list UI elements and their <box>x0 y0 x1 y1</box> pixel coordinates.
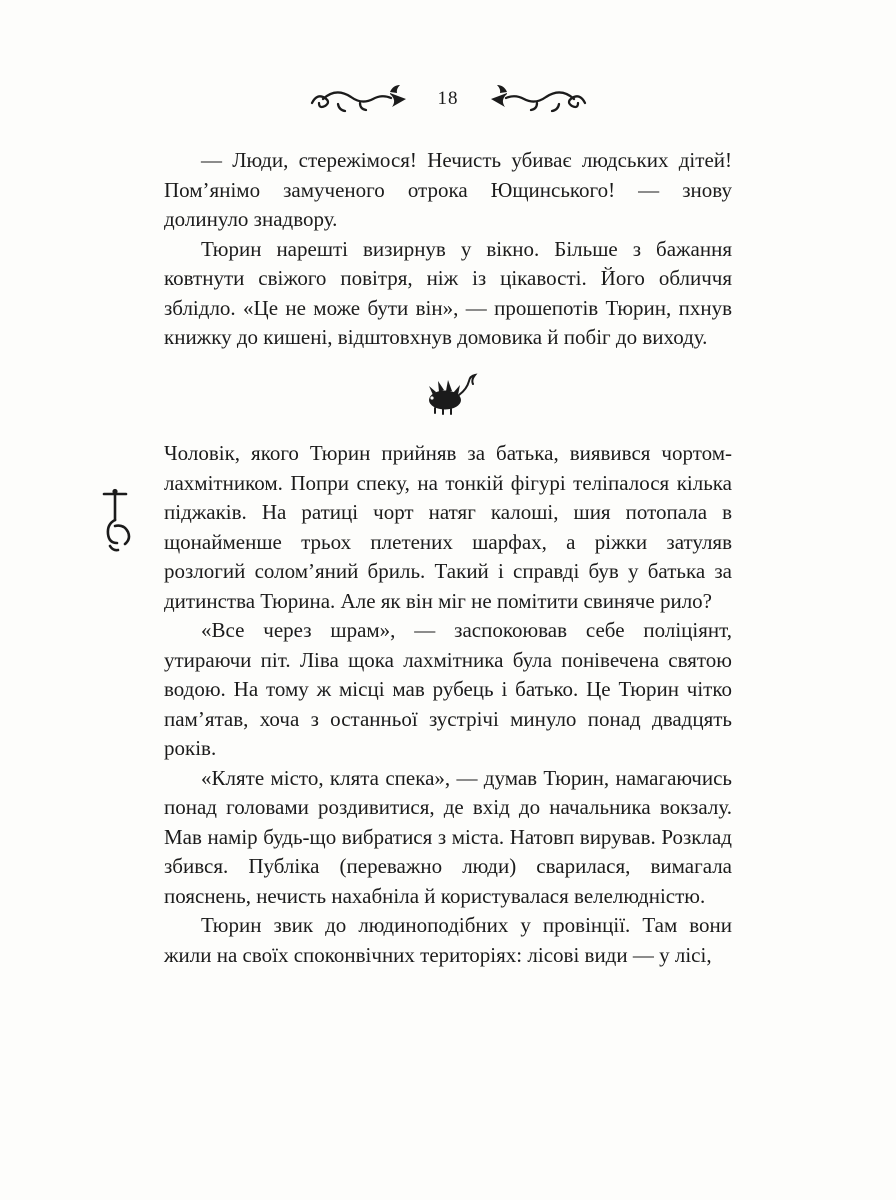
text-block <box>164 146 732 970</box>
imp-margin-ornament-icon <box>98 488 134 559</box>
dragon-ornament-left-icon <box>308 84 412 114</box>
dragon-ornament-right-icon <box>485 84 589 114</box>
paragraph: «Кляте місто, клята спека», — думав Тюрин, намагаючись понад головами роздивитися, де вхід до начальника вокзалу. Мав намір будь-що вибратися з міста. Натовп вирував. Розклад збився. Публіка (переважно люди) сварилася, вимагала пояснень, нечисть нахабніла й користувалася велелюдністю. <box>164 765 732 908</box>
page-number: 18 <box>437 88 459 109</box>
paragraph: Тюрин звик до людиноподібних у провінції. Там вони жили на своїх споконвічних територіях: лісові види — у лісі, <box>164 913 732 967</box>
paragraph: Чоловік, якого Тюрин прийняв за батька, виявився чортом-лахмітником. Попри спеку, на тонкій фігурі теліпалося кілька піджаків. На ратиці чорт натяг калоші, шия потопала в щонайменше трьох плетених шарфах, а ріжки затуляв розлогий солом’яний бриль. Такий і справді був у батька за дитинства Тюрина. Але як він міг не помітити свиняче рило? <box>164 441 732 613</box>
paragraph: — Люди, стережімося! Нечисть убиває людських дітей! Пом’янімо замученого отрока Ющинського! — знову долинуло знадвору. <box>164 148 732 231</box>
paragraph: Тюрин нарешті визирнув у вікно. Більше з бажання ковтнути свіжого повітря, ніж із цікавості. Його обличчя зблідло. «Це не може бути він», — прошепотів Тюрин, пхнув книжку до кишені, відштовхнув домовика й побіг до виходу. <box>164 236 732 349</box>
spiny-creature-vignette-icon <box>417 367 479 424</box>
paragraph: «Все через шрам», — заспокоював себе поліціянт, утираючи піт. Ліва щока лахмітника була понівечена святою водою. На тому ж місці мав рубець і батько. Це Тюрин чітко пам’ятав, хоча з останньої зустрічі минуло понад двадцять років. <box>164 618 732 760</box>
section-divider <box>164 367 732 424</box>
running-head <box>164 84 732 114</box>
